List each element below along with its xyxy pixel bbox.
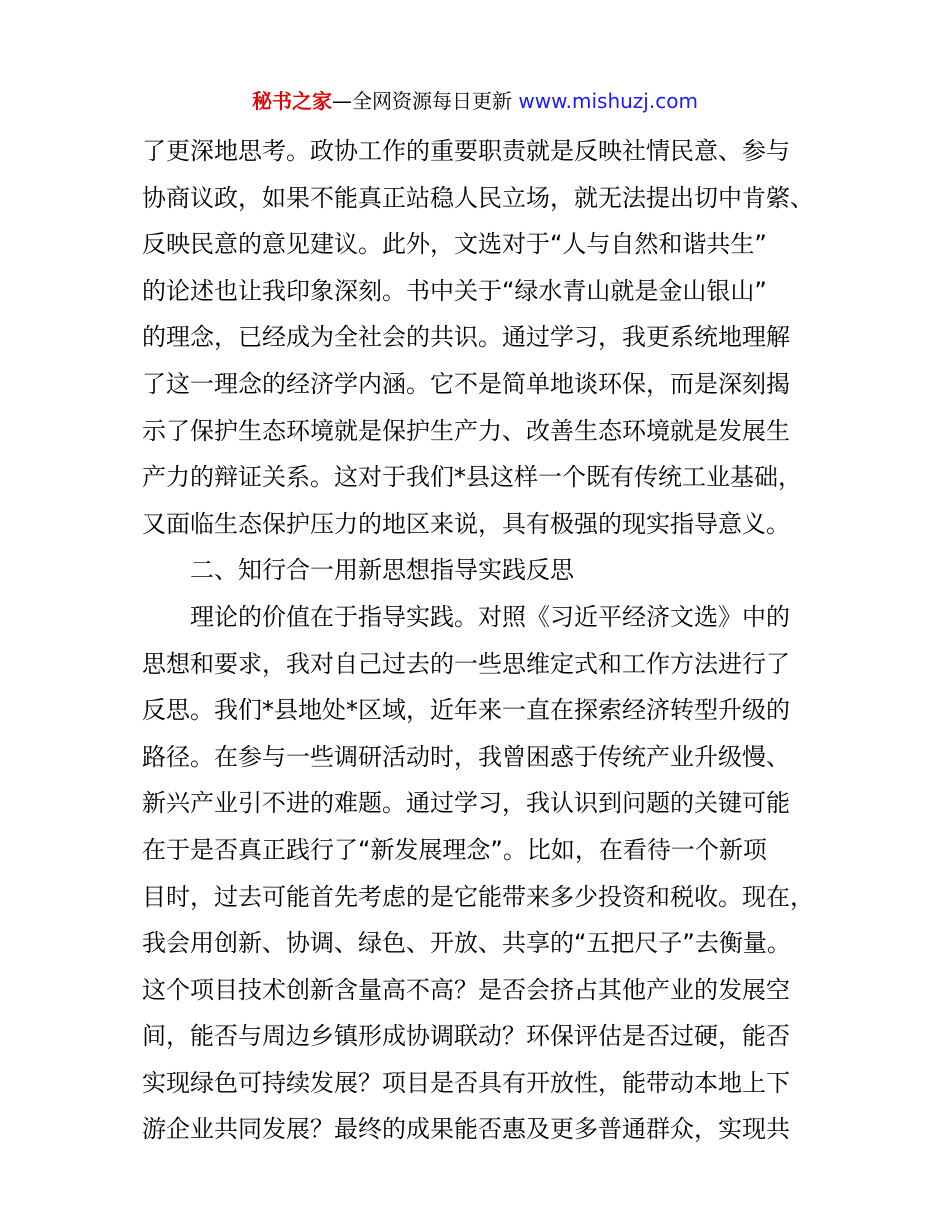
body-line: 路径。在参与一些调研活动时，我曾困惑于传统产业升级慢、 [142,742,790,771]
paragraph-first-line: 理论的价值在于指导实践。对照《习近平经济文选》中的 [190,602,790,631]
body-line: 游企业共同发展？最终的成果能否惠及更多普通群众，实现共 [142,1115,790,1144]
body-line: 的理念，已经成为全社会的共识。通过学习，我更系统地理解 [142,323,790,352]
body-line: 又面临生态保护压力的地区来说，具有极强的现实指导意义。 [142,509,790,538]
body-line: 我会用创新、协调、绿色、开放、共享的“五把尺子”去衡量。 [142,929,791,958]
body-line: 实现绿色可持续发展？项目是否具有开放性，能带动本地上下 [142,1068,790,1097]
body-line: 反映民意的意见建议。此外，文选对于“人与自然和谐共生” [142,230,767,259]
header-slogan: —全网资源每日更新 [332,89,519,113]
document-body [142,128,842,1153]
body-line: 间，能否与周边乡镇形成协调联动？环保评估是否过硬，能否 [142,1022,790,1051]
body-line: 这个项目技术创新含量高不高？是否会挤占其他产业的发展空 [142,975,790,1004]
body-line: 目时，过去可能首先考虑的是它能带来多少投资和税收。现在， [142,882,814,911]
body-line: 产力的辩证关系。这对于我们*县这样一个既有传统工业基础， [142,463,802,492]
body-line: 了更深地思考。政协工作的重要职责就是反映社情民意、参与 [142,137,790,165]
site-header [0,86,950,116]
section-heading: 二、知行合一用新思想指导实践反思 [190,556,574,585]
body-line: 示了保护生态环境就是保护生产力、改善生态环境就是发展生 [142,416,790,445]
site-url-link[interactable]: www.mishuzj.com [518,89,698,113]
body-line: 反思。我们*县地处*区域，近年来一直在探索经济转型升级的 [142,696,790,725]
body-line: 协商议政，如果不能真正站稳人民立场，就无法提出切中肯綮、 [142,183,814,212]
body-line: 的论述也让我印象深刻。书中关于“绿水青山就是金山银山” [142,276,767,305]
body-line: 思想和要求，我对自己过去的一些思维定式和工作方法进行了 [142,649,790,678]
brand-name: 秘书之家 [252,89,333,113]
body-line: 新兴产业引不进的难题。通过学习，我认识到问题的关键可能 [142,789,790,818]
body-line: 在于是否真正践行了“新发展理念”。比如，在看待一个新项 [142,835,767,864]
body-line: 了这一理念的经济学内涵。它不是简单地谈环保，而是深刻揭 [142,369,790,398]
